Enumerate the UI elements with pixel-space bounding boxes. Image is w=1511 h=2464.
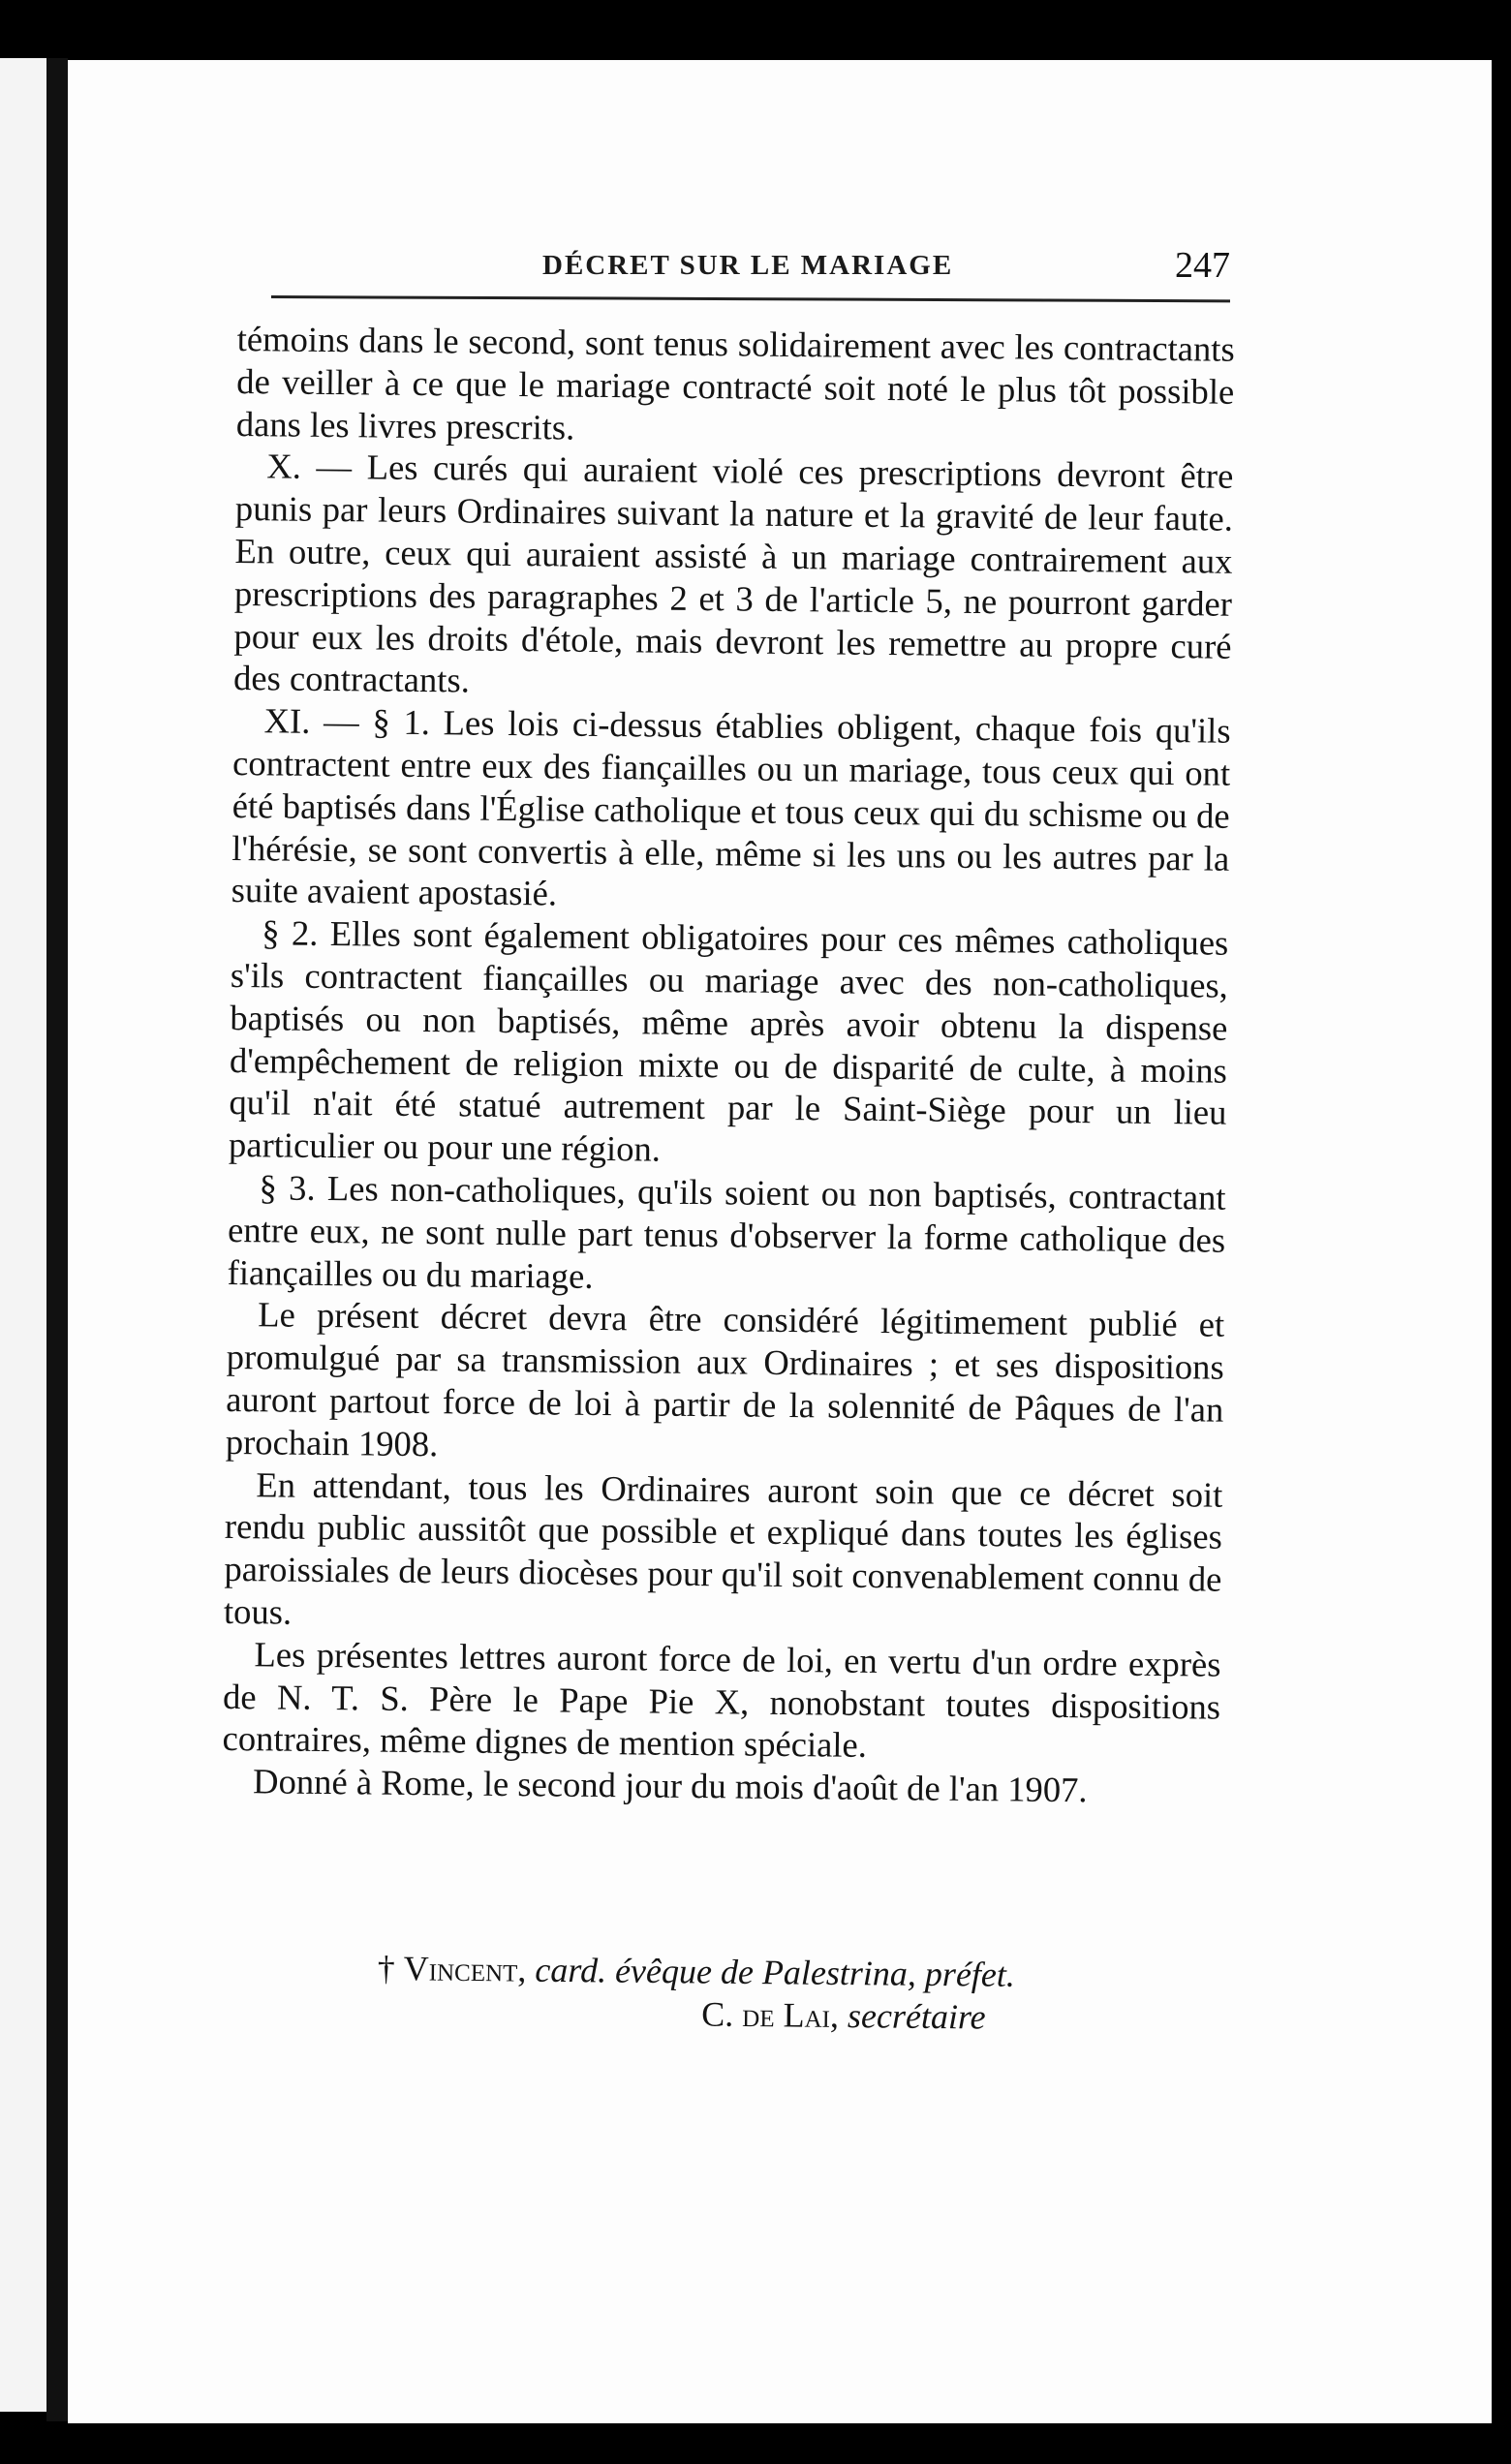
running-head	[271, 245, 1230, 298]
paragraph-continuation: témoins dans le second, sont tenus solidairement avec les contractants de veiller à ce que le mariage contracté soit noté le plus tôt possible dans les livres prescrits.	[235, 318, 1235, 447]
page-number: 247	[1175, 245, 1230, 286]
signature-prefect: † Vincent, card. évêque de Palestrina, préfet.	[377, 1948, 1016, 1994]
dagger-mark: †	[377, 1948, 395, 1988]
secretary-name: C. de Lai	[701, 1994, 831, 2035]
paragraph-article-xi-2: § 2. Elles sont également obligatoires pour ces mêmes catholiques s'ils contractent fiançailles ou mariage avec des non-catholiques, baptisés ou non baptisés, même après avoir obtenu la dispense d'empêchement de religion mixte ou de disparité de culte, à moins qu'il n'ait été statué autrement par le Saint-Siège pour un lieu particulier ou pour une région.	[228, 912, 1229, 1169]
signature-block	[377, 1947, 1249, 2041]
paragraph-promulgation: Le présent décret devra être considéré légitimement publié et promulgué par sa transmission aux Ordinaires ; et ses dispositions auront partout force de loi à partir de la solennité de Pâques de l'an prochain 1908.	[225, 1294, 1225, 1463]
secretary-title: secrétaire	[847, 1996, 986, 2037]
facing-page-edge	[0, 58, 53, 2412]
paragraph-dateline: Donné à Rome, le second jour du mois d'août de l'an 1907.	[252, 1761, 1088, 1810]
paragraph-article-x: X. — Les curés qui auraient violé ces prescriptions devront être punis par leurs Ordinaires suivant la nature et la gravité de leur faute. En outre, ceux qui auraient assisté à un mariage contrairement aux prescriptions des paragraphes 2 et 3 de l'article 5, ne pourront garder pour eux les droits d'étole, mais devront les remettre au propre curé des contractants.	[232, 446, 1234, 700]
running-head-title: DÉCRET SUR LE MARIAGE	[542, 250, 954, 281]
signature-secretary: C. de Lai, secrétaire	[701, 1994, 986, 2037]
prefect-title: card. évêque de Palestrina, préfet.	[535, 1950, 1016, 1994]
paragraph-force-of-law: Les présentes lettres auront force de loi, en vertu d'un ordre exprès de N. T. S. Père le Pape Pie X, nonobstant toutes dispositions contraires, même dignes de mention spéciale.	[222, 1633, 1221, 1766]
paragraph-article-xi-1: XI. — § 1. Les lois ci-dessus établies obligent, chaque fois qu'ils contractent entre eux des fiançailles ou un mariage, tous ceux qui ont été baptisés dans l'Église catholique et tous ceux qui du schisme ou de l'hérésie, se sont convertis à elle, même si les uns ou les autres par la suite avaient apostasié.	[231, 700, 1231, 913]
prefect-name: Vincent	[403, 1949, 518, 1989]
binding-gutter	[46, 58, 68, 2421]
paragraph-article-xi-3: § 3. Les non-catholiques, qu'ils soient ou non baptisés, contractant entre eux, ne sont nulle part tenus d'observer la forme catholique des fiançailles ou du mariage.	[227, 1167, 1226, 1296]
main-text	[222, 318, 1235, 1813]
paragraph-publication: En attendant, tous les Ordinaires auront soin que ce décret soit rendu public aussitôt que possible et expliqué dans toutes les églises paroissiales de leurs diocèses pour qu'il soit convenablement connu de tous.	[223, 1463, 1223, 1632]
